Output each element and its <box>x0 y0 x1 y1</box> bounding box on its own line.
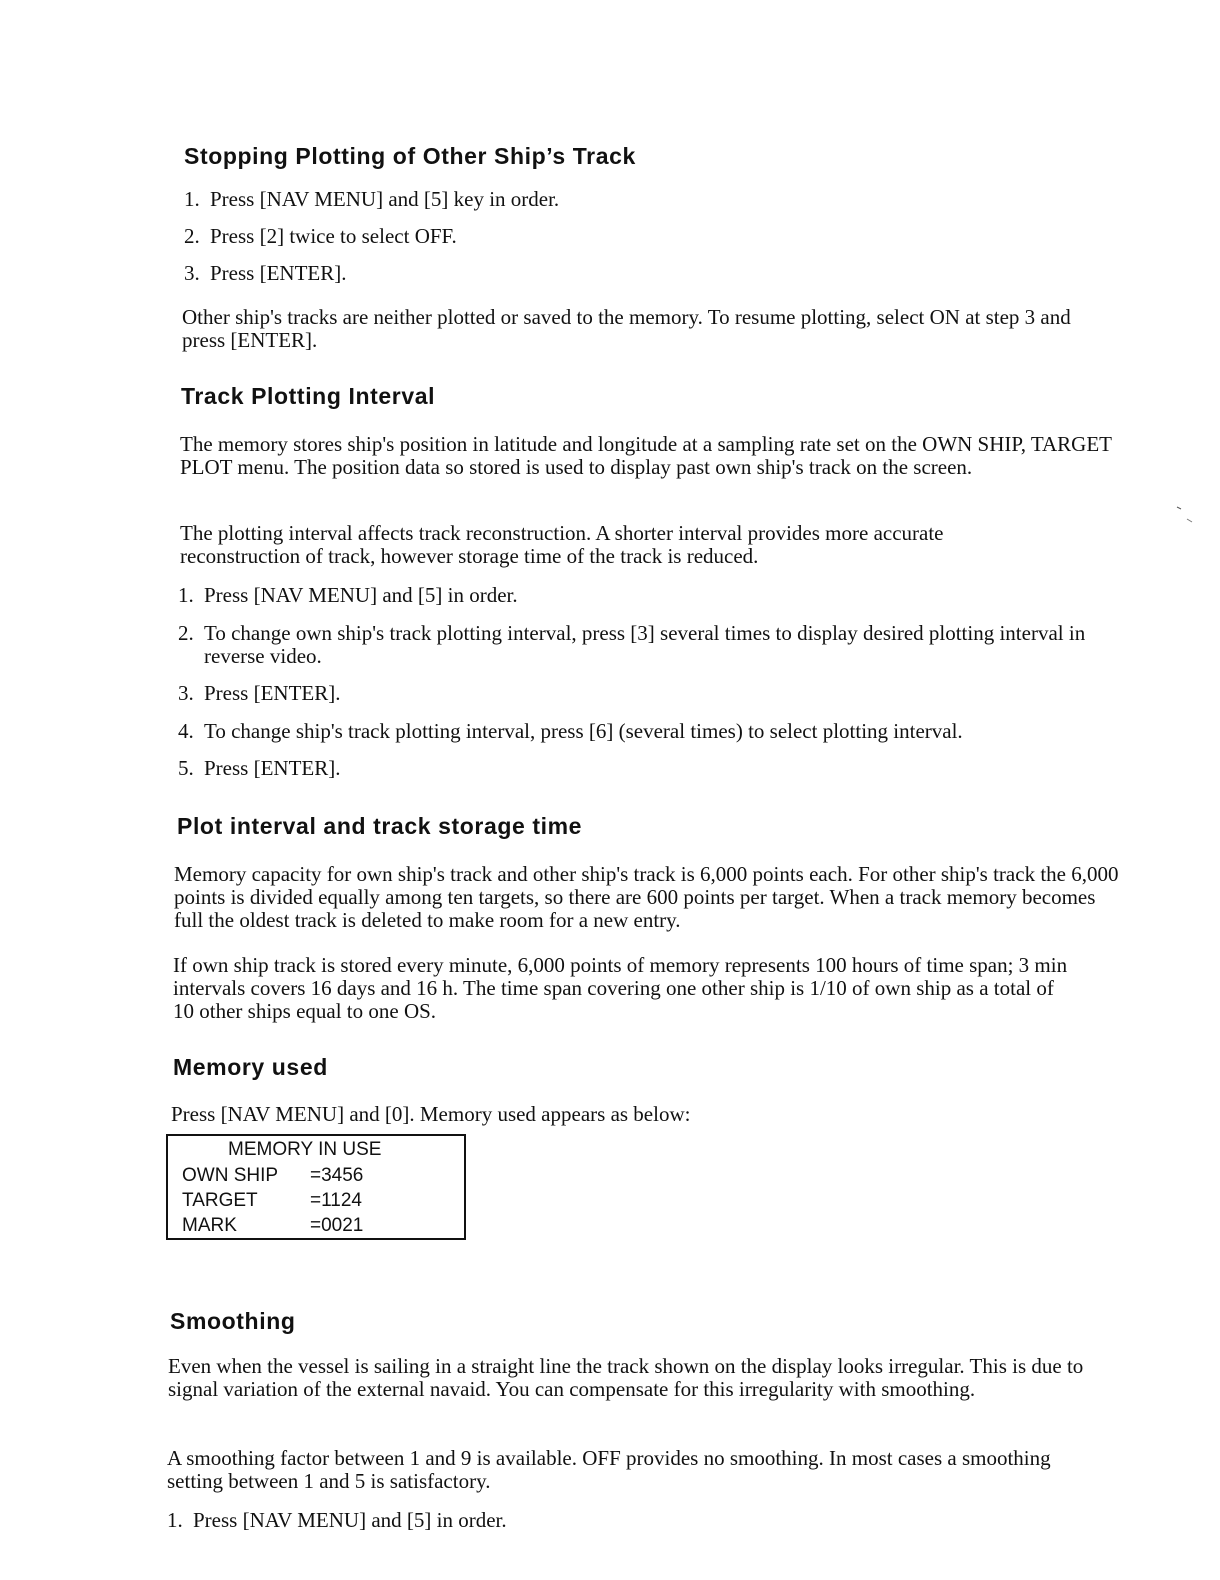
memory-row-label: MARK <box>182 1215 237 1236</box>
list-item <box>178 757 1108 780</box>
step-text: Press [NAV MENU] and [5] key in order. <box>210 187 560 211</box>
step-text: Press [ENTER]. <box>204 681 341 705</box>
memory-row-value: =3456 <box>310 1165 364 1186</box>
step-text: To change own ship's track plotting interval, press [3] several times to display desired plotting interval in reverse video. <box>204 621 1086 668</box>
list-item <box>178 720 1108 743</box>
paragraph: A smoothing factor between 1 and 9 is available. OFF provides no smoothing. In most cases a smoothing setting between 1 and 5 is satisfactory. <box>167 1446 1051 1493</box>
step-text: To change ship's track plotting interval, press [6] (several times) to select plotting interval. <box>204 719 963 743</box>
step-text: Press [NAV MENU] and [5] in order. <box>204 583 518 607</box>
list-item <box>178 682 1108 705</box>
list-item <box>184 188 1084 211</box>
list-item <box>184 225 1084 248</box>
step-number: 4. <box>178 719 194 743</box>
section-heading-stopping-plotting: Stopping Plotting of Other Ship’s Track <box>184 143 636 169</box>
section-heading-memory-used: Memory used <box>173 1054 328 1080</box>
step-number: 5. <box>178 756 194 780</box>
paragraph: Other ship's tracks are neither plotted or saved to the memory. To resume plotting, select ON at step 3 and press [ENTER]. <box>182 305 1071 352</box>
paragraph: Even when the vessel is sailing in a straight line the track shown on the display looks irregular. This is due to signal variation of the external navaid. You can compensate for this irregularity with smoothing. <box>168 1354 1084 1401</box>
step-number: 1. <box>167 1508 183 1532</box>
memory-box-title: MEMORY IN USE <box>228 1139 382 1160</box>
paragraph: The memory stores ship's position in latitude and longitude at a sampling rate set on the OWN SHIP, TARGET PLOT menu. The position data so stored is used to display past own ship's track on the screen. <box>180 432 1112 479</box>
step-number: 1. <box>178 583 194 607</box>
paragraph: Press [NAV MENU] and [0]. Memory used appears as below: <box>171 1102 691 1126</box>
section-heading-track-plotting-interval: Track Plotting Interval <box>181 383 436 409</box>
step-number: 2. <box>178 621 194 645</box>
paragraph: Memory capacity for own ship's track and other ship's track is 6,000 points each. For other ship's track the 6,000 points is divided equally among ten targets, so there are 600 points per target. When a track memory becomes full the oldest track is deleted to make room for a new entry. <box>174 862 1119 932</box>
memory-row-label: OWN SHIP <box>182 1165 279 1186</box>
step-text: Press [ENTER]. <box>210 261 347 285</box>
step-text: Press [NAV MENU] and [5] in order. <box>193 1508 507 1532</box>
step-number: 2. <box>184 224 200 248</box>
step-text: Press [2] twice to select OFF. <box>210 224 457 248</box>
list-item <box>184 262 1084 285</box>
step-number: 1. <box>184 187 200 211</box>
list-item <box>178 622 1108 668</box>
paragraph: The plotting interval affects track reconstruction. A shorter interval provides more accurate reconstruction of track, however storage time of the track is reduced. <box>180 521 944 568</box>
scan-speck-marks <box>1175 505 1197 527</box>
section-heading-plot-interval-storage: Plot interval and track storage time <box>177 813 583 839</box>
section-heading-smoothing: Smoothing <box>170 1308 296 1334</box>
memory-in-use-display <box>166 1134 466 1240</box>
list-item <box>167 1509 1067 1532</box>
memory-row-value: =0021 <box>310 1215 364 1236</box>
step-number: 3. <box>184 261 200 285</box>
paragraph: If own ship track is stored every minute, 6,000 points of memory represents 100 hours of time span; 3 min intervals covers 16 days and 16 h. The time span covering one other ship is 1/10 of own ship as a total of 10 other ships equal to one OS. <box>173 953 1068 1023</box>
step-number: 3. <box>178 681 194 705</box>
memory-row-label: TARGET <box>182 1190 258 1211</box>
list-item <box>178 584 1108 607</box>
step-text: Press [ENTER]. <box>204 756 341 780</box>
memory-row-value: =1124 <box>310 1190 362 1211</box>
